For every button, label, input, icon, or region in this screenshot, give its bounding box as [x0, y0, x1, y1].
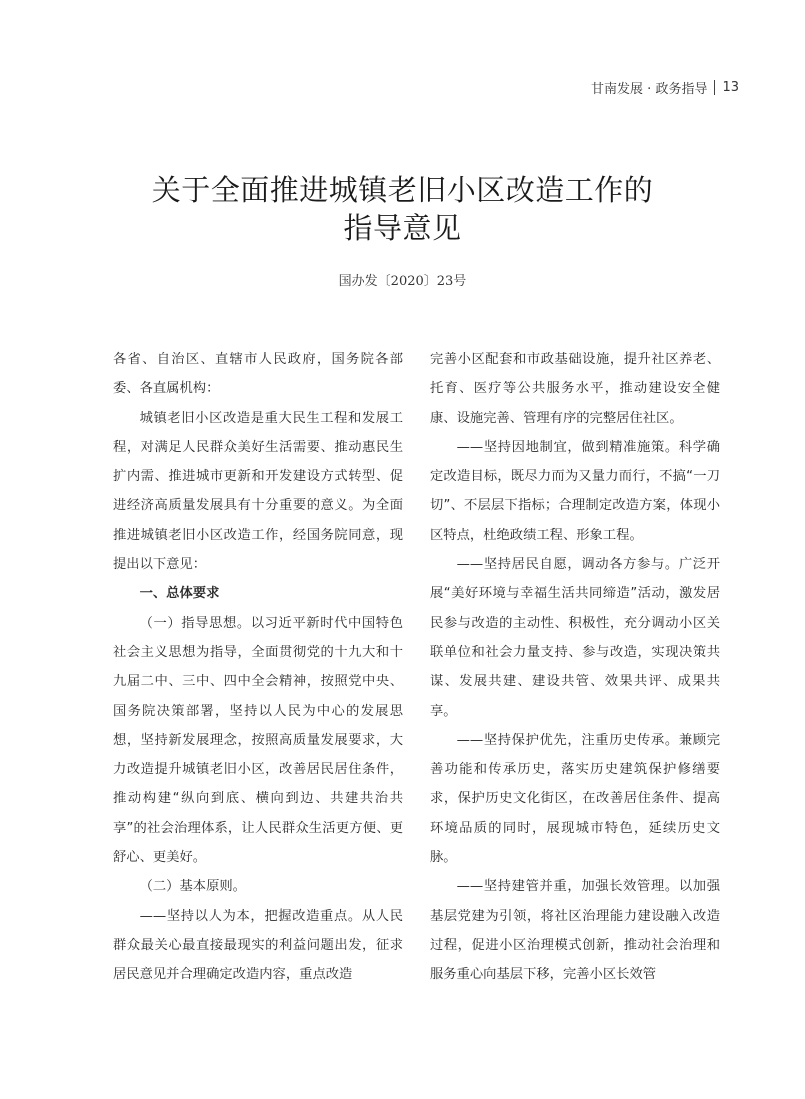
body-paragraph: 城镇老旧小区改造是重大民生工程和发展工程，对满足人民群众美好生活需要、推动惠民生扩内需、推进城市更新和开发建设方式转型、促进经济高质量发展具有十分重要的意义。为全面推进城镇老旧小区改造工作，经国务院同意，现提出以下意见：: [113, 410, 403, 573]
body-paragraph: ——坚持保护优先，注重历史传承。兼顾完善功能和传承历史，落实历史建筑保护修缮要求，保护历史文化街区，在改善居住条件、提高环境品质的同时，展现城市特色，延续历史文脉。: [430, 732, 720, 866]
body-paragraph: 各省、自治区、直辖市人民政府，国务院各部委、各直属机构：: [113, 352, 403, 397]
body-paragraph: 一、总体要求: [139, 586, 220, 602]
journal-name: 甘南发展 · 政务指导: [591, 82, 708, 97]
body-paragraph: （一）指导思想。以习近平新时代中国特色社会主义思想为指导，全面贯彻党的十九大和十九届二中、三中、四中全会精神，按照党中央、国务院决策部署，坚持以人民为中心的发展思想，坚持新发展理念，按照高质量发展要求，大力改造提升城镇老旧小区，改善居民居住条件，推动构建“纵向到底、横向到边、共建共治共享”的社会治理体系，让人民群众生活更方便、更舒心、更美好。: [113, 615, 403, 866]
document-title-line1: 关于全面推进城镇老旧小区改造工作的: [151, 173, 654, 207]
body-paragraph: ——坚持居民自愿，调动各方参与。广泛开展“美好环境与幸福生活共同缔造”活动，激发居民参与改造的主动性、积极性，充分调动小区关联单位和社会力量支持、参与改造，实现决策共谋、发展共建、建设共管、效果共评、成果共享。: [430, 557, 720, 719]
body-paragraph: ——坚持以人为本，把握改造重点。从人民群众最关心最直接最现实的利益问题出发，征求居民意见并合理确定改造内容，重点改造: [113, 908, 403, 983]
document-title-line2: 指导意见: [343, 211, 462, 245]
left-column: [113, 345, 403, 990]
body-paragraph: ——坚持建管并重，加强长效管理。以加强基层党建为引领，将社区治理能力建设融入改造过程，促进小区治理模式创新，推动社会治理和服务重心向基层下移，完善小区长效管: [430, 879, 720, 983]
body-paragraph: （二）基本原则。: [139, 879, 246, 895]
body-paragraph: ——坚持因地制宜，做到精准施策。科学确定改造目标，既尽力而为又量力而行，不搞“一刀切”、不层层下指标；合理制定改造方案，体现小区特点，杜绝政绩工程、形象工程。: [430, 439, 720, 543]
body-paragraph: 完善小区配套和市政基础设施，提升社区养老、托育、医疗等公共服务水平，推动建设安全健康、设施完善、管理有序的完整居住社区。: [430, 352, 720, 426]
header-divider: [714, 80, 715, 95]
page-number: 13: [722, 80, 739, 95]
running-header: [591, 78, 739, 97]
document-number: 国办发〔2020〕23号: [338, 274, 467, 289]
right-column: [430, 345, 720, 990]
